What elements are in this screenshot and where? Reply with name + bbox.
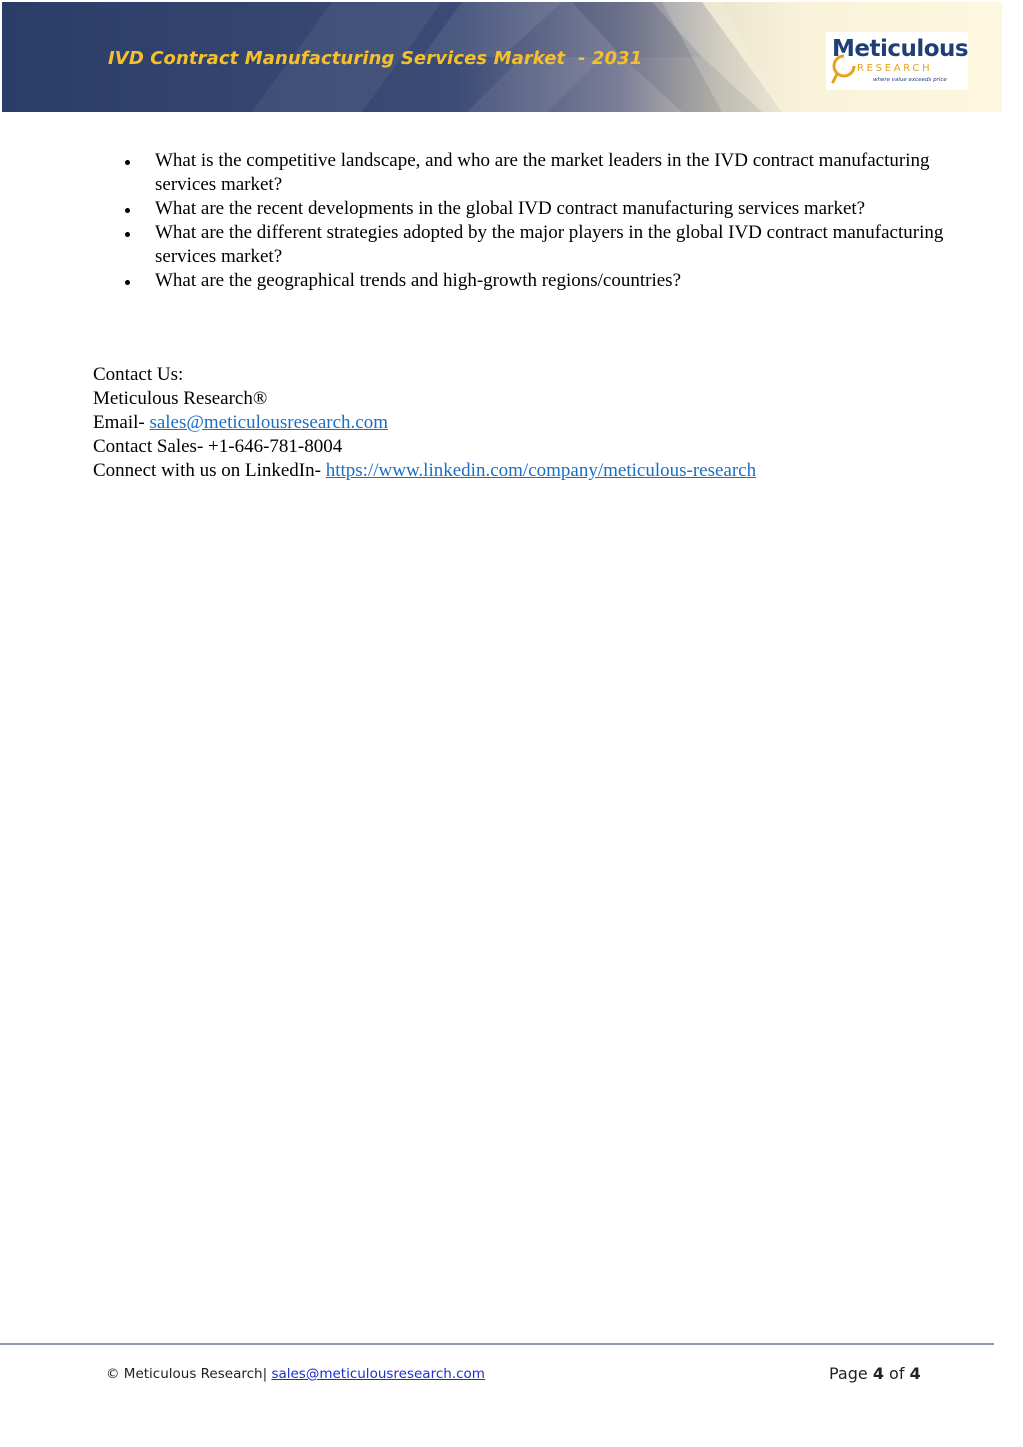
linkedin-link[interactable]: https://www.linkedin.com/company/meticulous-research (325, 460, 757, 481)
current-page: 4 (872, 1364, 884, 1383)
page-prefix: Page (829, 1364, 873, 1383)
total-pages: 4 (909, 1364, 921, 1383)
list-item (120, 149, 950, 197)
email-line (93, 411, 756, 435)
list-item (120, 197, 950, 221)
question-text: What are the different strategies adopted by the major players in the global IVD contract manufacturing services market? (155, 222, 944, 267)
bullet-icon (125, 280, 130, 285)
question-text: What is the competitive landscape, and who are the market leaders in the IVD contract manufacturing services market? (155, 150, 930, 195)
linkedin-label: Connect with us on LinkedIn- (93, 460, 326, 481)
list-item (120, 221, 950, 269)
question-text: What are the geographical trends and high-growth regions/countries? (155, 270, 682, 291)
company-name: Meticulous Research® (93, 388, 268, 409)
contact-heading: Contact Us: (93, 364, 184, 385)
contact-section (93, 363, 756, 483)
logo-subtitle: RESEARCH (857, 63, 933, 74)
bullet-icon (125, 232, 130, 237)
footer-copyright (106, 1366, 485, 1382)
email-label: Email- (93, 412, 150, 433)
magnifier-icon (830, 52, 858, 84)
footer-divider (0, 1343, 994, 1345)
question-text: What are the recent developments in the global IVD contract manufacturing services market? (155, 198, 866, 219)
logo-tagline: where value exceeds price (873, 77, 947, 83)
email-link[interactable]: sales@meticulousresearch.com (149, 412, 389, 433)
questions-list (120, 149, 950, 293)
linkedin-line (93, 459, 756, 483)
logo-wordmark: Meticulous (832, 36, 969, 62)
page-header-banner (2, 2, 1002, 112)
copyright-text: © Meticulous Research| (106, 1366, 268, 1382)
bullet-icon (125, 160, 130, 165)
page-of: of (883, 1364, 910, 1383)
meticulous-research-logo (826, 32, 968, 90)
page-number (829, 1364, 921, 1383)
list-item (120, 269, 950, 293)
report-title: IVD Contract Manufacturing Services Market - 2031 (108, 48, 643, 69)
bullet-icon (125, 208, 130, 213)
footer-email-link[interactable]: sales@meticulousresearch.com (271, 1366, 485, 1382)
sales-phone-line: Contact Sales- +1-646-781-8004 (93, 436, 343, 457)
